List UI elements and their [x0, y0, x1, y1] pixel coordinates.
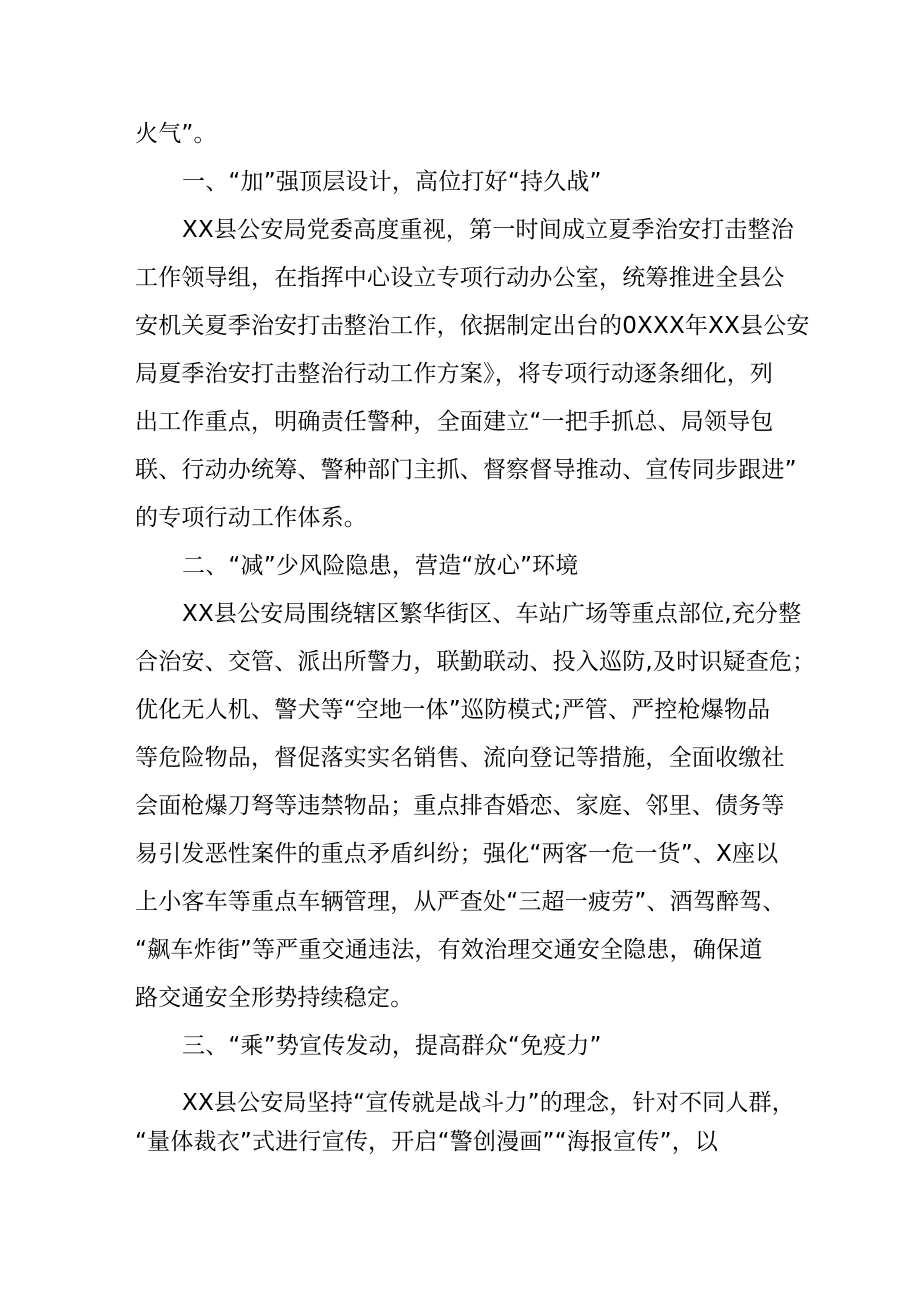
text-line: 易引发恶性案件的重点矛盾纠纷；强化“两客一危一货”、X座以	[135, 841, 779, 867]
section-heading-2: 二、“减”少风险隐患，营造“放心”环境	[182, 553, 579, 579]
text-line: 合治安、交管、派出所警力，联勤联动、投入巡防,及时识疑查危；	[135, 649, 816, 675]
text-line: 路交通安全形势持续稳定。	[135, 985, 414, 1011]
text-line: 优化无人机、警犬等“空地一体”巡防模式;严管、严控枪爆物品	[135, 697, 771, 723]
text-line: 局夏季治安打击整治行动工作方案》，将专项行动逐条细化，列	[135, 361, 774, 387]
text-line: XX县公安局党委高度重视，第一时间成立夏季治安打击整治	[182, 217, 794, 243]
text-line: 工作领导组，在指挥中心设立专项行动办公室，统筹推进全县公	[135, 265, 785, 291]
text-line: “量体裁衣”式进行宣传，开启“警创漫画”“海报宣传”，以	[135, 1129, 719, 1155]
text-line: 的专项行动工作体系。	[135, 505, 367, 531]
text-line: XX县公安局坚持“宣传就是战斗力”的理念，针对不同人群，	[182, 1090, 795, 1116]
text-line: XX县公安局围绕辖区繁华街区、车站广场等重点部位,充分整	[182, 601, 802, 627]
text-line: 火气”。	[135, 121, 217, 147]
section-heading-1: 一、“加”强顶层设计，高位打好“持久战”	[182, 169, 602, 195]
text-line: 等危险物品，督促落实实名销售、流向登记等措施，全面收缴社	[135, 745, 785, 771]
text-line: 安机关夏季治安打击整治工作，依据制定出台的0XXX年XX县公安	[135, 313, 810, 339]
text-line: “飙车炸街”等严重交通违法，有效治理交通安全隐患，确保道	[135, 937, 763, 963]
text-line: 出工作重点，明确责任警种，全面建立“一把手抓总、局领导包	[135, 409, 774, 435]
text-line: 上小客车等重点车辆管理，从严查处“三超一疲劳”、酒驾醉驾、	[135, 889, 786, 915]
text-line: 联、行动办统筹、警种部门主抓、督察督导推动、宣传同步跟进”	[135, 457, 797, 483]
text-line: 会面枪爆刀弩等违禁物品；重点排杳婚恋、家庭、邻里、债务等	[135, 793, 785, 819]
section-heading-3: 三、“乘”势宣传发动，提高群众“免疫力”	[182, 1033, 602, 1059]
